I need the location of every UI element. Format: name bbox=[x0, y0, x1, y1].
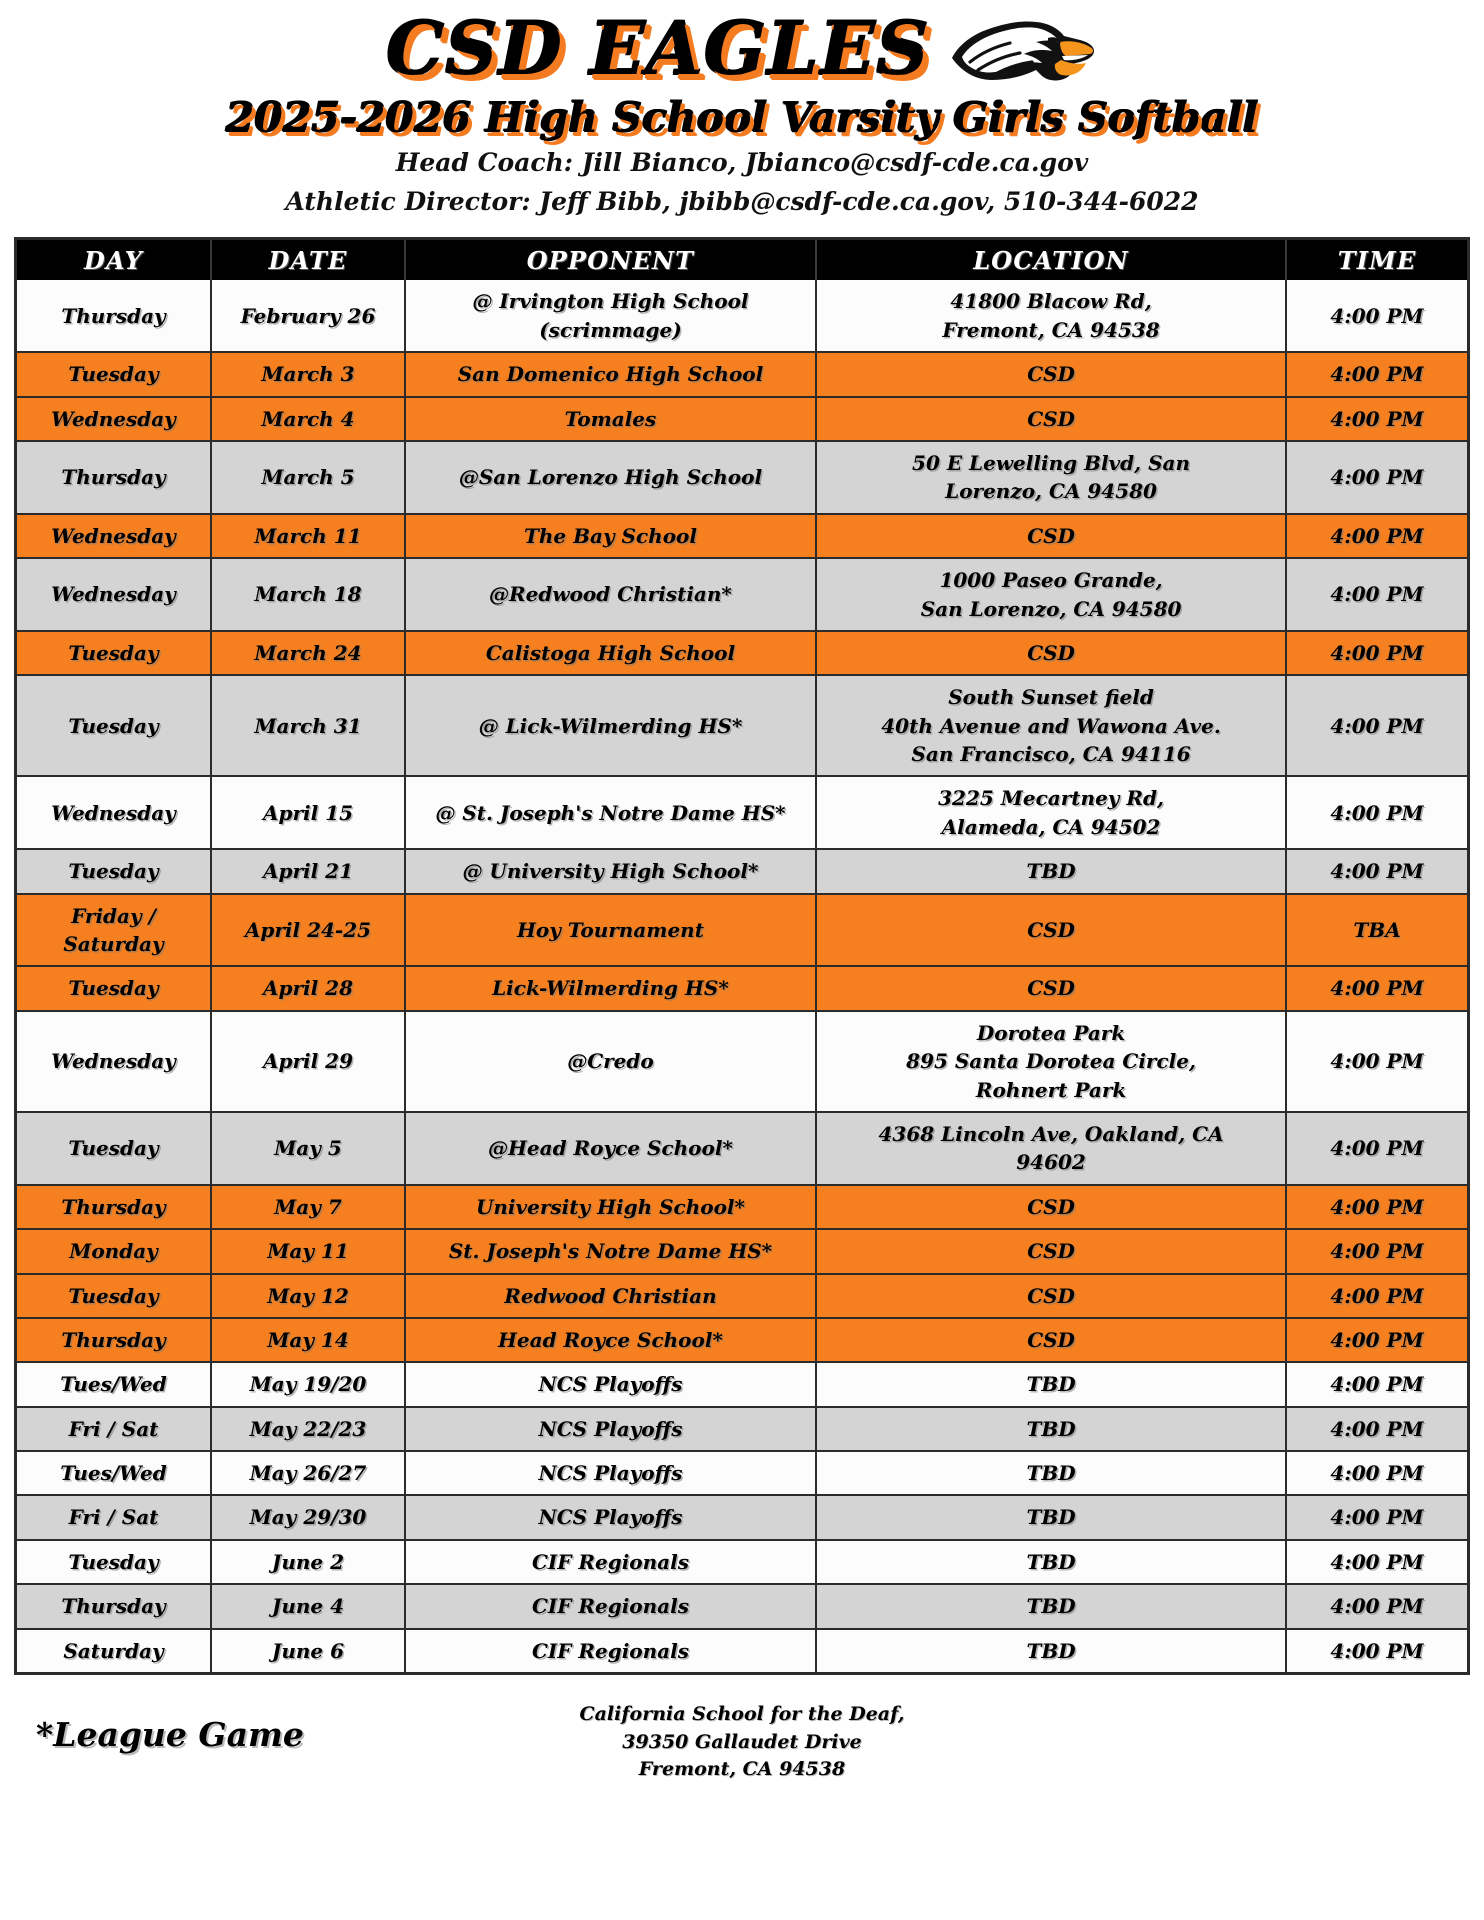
cell-time: 4:00 PM bbox=[1286, 1185, 1467, 1229]
cell-opponent: @ Lick-Wilmerding HS* bbox=[405, 675, 816, 776]
cell-time: 4:00 PM bbox=[1286, 631, 1467, 675]
cell-location: CSD bbox=[816, 1318, 1286, 1362]
cell-location: CSD bbox=[816, 514, 1286, 558]
cell-opponent: CIF Regionals bbox=[405, 1629, 816, 1672]
title-row bbox=[0, 6, 1484, 92]
cell-day: Thursday bbox=[17, 1584, 211, 1628]
cell-day: Tues/Wed bbox=[17, 1362, 211, 1406]
cell-location: TBD bbox=[816, 1495, 1286, 1539]
cell-location: 3225 Mecartney Rd, Alameda, CA 94502 bbox=[816, 776, 1286, 849]
cell-date: March 3 bbox=[211, 352, 405, 396]
season-title: 2025-2026 High School Varsity Girls Softball bbox=[225, 94, 1259, 142]
table-row bbox=[17, 966, 1467, 1010]
table-row bbox=[17, 1629, 1467, 1672]
cell-opponent: Tomales bbox=[405, 397, 816, 441]
table-row bbox=[17, 1274, 1467, 1318]
cell-day: Tuesday bbox=[17, 1540, 211, 1584]
cell-location: South Sunset field 40th Avenue and Wawona Ave. San Francisco, CA 94116 bbox=[816, 675, 1286, 776]
cell-date: March 4 bbox=[211, 397, 405, 441]
cell-opponent: CIF Regionals bbox=[405, 1540, 816, 1584]
cell-location: 1000 Paseo Grande, San Lorenzo, CA 94580 bbox=[816, 558, 1286, 631]
cell-date: May 7 bbox=[211, 1185, 405, 1229]
cell-day: Wednesday bbox=[17, 397, 211, 441]
schedule-table bbox=[17, 240, 1467, 1672]
cell-location: TBD bbox=[816, 1451, 1286, 1495]
table-row bbox=[17, 776, 1467, 849]
cell-date: May 22/23 bbox=[211, 1407, 405, 1451]
cell-date: May 12 bbox=[211, 1274, 405, 1318]
table-row bbox=[17, 1011, 1467, 1112]
cell-date: May 26/27 bbox=[211, 1451, 405, 1495]
cell-time: 4:00 PM bbox=[1286, 1318, 1467, 1362]
cell-time: 4:00 PM bbox=[1286, 441, 1467, 514]
cell-time: 4:00 PM bbox=[1286, 1362, 1467, 1406]
cell-opponent: St. Joseph's Notre Dame HS* bbox=[405, 1229, 816, 1273]
cell-date: March 5 bbox=[211, 441, 405, 514]
cell-opponent: @Head Royce School* bbox=[405, 1112, 816, 1185]
cell-day: Tuesday bbox=[17, 352, 211, 396]
cell-day: Tuesday bbox=[17, 1112, 211, 1185]
table-row bbox=[17, 1112, 1467, 1185]
cell-date: April 21 bbox=[211, 849, 405, 893]
table-row bbox=[17, 1451, 1467, 1495]
cell-opponent: @ Irvington High School (scrimmage) bbox=[405, 280, 816, 352]
table-row bbox=[17, 1318, 1467, 1362]
table-row bbox=[17, 441, 1467, 514]
document-header bbox=[0, 0, 1484, 219]
cell-day: Saturday bbox=[17, 1629, 211, 1672]
cell-day: Wednesday bbox=[17, 776, 211, 849]
cell-time: 4:00 PM bbox=[1286, 1495, 1467, 1539]
cell-location: TBD bbox=[816, 1584, 1286, 1628]
cell-opponent: NCS Playoffs bbox=[405, 1495, 816, 1539]
cell-opponent: @Credo bbox=[405, 1011, 816, 1112]
cell-date: March 24 bbox=[211, 631, 405, 675]
column-header-day: DAY bbox=[17, 240, 211, 280]
cell-time: 4:00 PM bbox=[1286, 1407, 1467, 1451]
eagle-head-icon bbox=[948, 6, 1098, 92]
table-row bbox=[17, 675, 1467, 776]
table-row bbox=[17, 558, 1467, 631]
table-row bbox=[17, 1540, 1467, 1584]
cell-time: 4:00 PM bbox=[1286, 1274, 1467, 1318]
cell-day: Monday bbox=[17, 1229, 211, 1273]
column-header-date: DATE bbox=[211, 240, 405, 280]
table-row bbox=[17, 894, 1467, 967]
league-game-note: *League Game bbox=[36, 1715, 304, 1755]
cell-day: Wednesday bbox=[17, 558, 211, 631]
cell-day: Tuesday bbox=[17, 849, 211, 893]
head-coach-contact: Head Coach: Jill Bianco, Jbianco@csdf-cde.ca.gov bbox=[395, 148, 1089, 178]
cell-time: 4:00 PM bbox=[1286, 1540, 1467, 1584]
school-address: California School for the Deaf, 39350 Gallaudet Drive Fremont, CA 94538 bbox=[579, 1703, 905, 1781]
cell-location: 4368 Lincoln Ave, Oakland, CA 94602 bbox=[816, 1112, 1286, 1185]
cell-opponent: University High School* bbox=[405, 1185, 816, 1229]
cell-location: CSD bbox=[816, 1274, 1286, 1318]
cell-opponent: Head Royce School* bbox=[405, 1318, 816, 1362]
schedule-table-wrapper bbox=[14, 237, 1470, 1675]
cell-opponent: Redwood Christian bbox=[405, 1274, 816, 1318]
cell-opponent: @San Lorenzo High School bbox=[405, 441, 816, 514]
cell-time: 4:00 PM bbox=[1286, 776, 1467, 849]
cell-day: Fri / Sat bbox=[17, 1407, 211, 1451]
team-title: CSD EAGLES bbox=[386, 5, 930, 92]
cell-date: May 19/20 bbox=[211, 1362, 405, 1406]
cell-opponent: Hoy Tournament bbox=[405, 894, 816, 967]
cell-opponent: Calistoga High School bbox=[405, 631, 816, 675]
cell-date: March 11 bbox=[211, 514, 405, 558]
cell-date: June 4 bbox=[211, 1584, 405, 1628]
cell-time: 4:00 PM bbox=[1286, 1584, 1467, 1628]
column-header-location: LOCATION bbox=[816, 240, 1286, 280]
cell-location: TBD bbox=[816, 1629, 1286, 1672]
table-row bbox=[17, 280, 1467, 352]
cell-location: TBD bbox=[816, 1362, 1286, 1406]
cell-date: April 15 bbox=[211, 776, 405, 849]
schedule-table-body bbox=[17, 280, 1467, 1672]
cell-location: TBD bbox=[816, 849, 1286, 893]
cell-day: Fri / Sat bbox=[17, 1495, 211, 1539]
cell-location: CSD bbox=[816, 1185, 1286, 1229]
athletic-director-contact: Athletic Director: Jeff Bibb, jbibb@csdf-cde.ca.gov, 510-344-6022 bbox=[285, 186, 1199, 216]
table-row bbox=[17, 1229, 1467, 1273]
cell-time: 4:00 PM bbox=[1286, 1451, 1467, 1495]
cell-date: May 11 bbox=[211, 1229, 405, 1273]
cell-opponent: @ St. Joseph's Notre Dame HS* bbox=[405, 776, 816, 849]
cell-location: CSD bbox=[816, 1229, 1286, 1273]
cell-time: 4:00 PM bbox=[1286, 280, 1467, 352]
cell-time: 4:00 PM bbox=[1286, 966, 1467, 1010]
cell-time: 4:00 PM bbox=[1286, 558, 1467, 631]
cell-opponent: @ University High School* bbox=[405, 849, 816, 893]
cell-date: February 26 bbox=[211, 280, 405, 352]
cell-opponent: NCS Playoffs bbox=[405, 1362, 816, 1406]
cell-location: 41800 Blacow Rd, Fremont, CA 94538 bbox=[816, 280, 1286, 352]
cell-opponent: CIF Regionals bbox=[405, 1584, 816, 1628]
cell-date: June 6 bbox=[211, 1629, 405, 1672]
cell-time: 4:00 PM bbox=[1286, 1011, 1467, 1112]
cell-opponent: @Redwood Christian* bbox=[405, 558, 816, 631]
cell-date: March 31 bbox=[211, 675, 405, 776]
table-row bbox=[17, 352, 1467, 396]
cell-day: Tues/Wed bbox=[17, 1451, 211, 1495]
column-header-opponent: OPPONENT bbox=[405, 240, 816, 280]
cell-location: CSD bbox=[816, 397, 1286, 441]
cell-day: Tuesday bbox=[17, 1274, 211, 1318]
cell-location: TBD bbox=[816, 1407, 1286, 1451]
cell-time: 4:00 PM bbox=[1286, 1229, 1467, 1273]
cell-location: 50 E Lewelling Blvd, San Lorenzo, CA 94580 bbox=[816, 441, 1286, 514]
cell-date: May 14 bbox=[211, 1318, 405, 1362]
cell-day: Tuesday bbox=[17, 675, 211, 776]
table-row bbox=[17, 631, 1467, 675]
table-header-row bbox=[17, 240, 1467, 280]
cell-date: April 24-25 bbox=[211, 894, 405, 967]
cell-time: 4:00 PM bbox=[1286, 397, 1467, 441]
table-row bbox=[17, 1584, 1467, 1628]
cell-day: Tuesday bbox=[17, 966, 211, 1010]
cell-time: 4:00 PM bbox=[1286, 1629, 1467, 1672]
cell-day: Thursday bbox=[17, 1318, 211, 1362]
cell-location: CSD bbox=[816, 352, 1286, 396]
cell-location: CSD bbox=[816, 631, 1286, 675]
cell-time: 4:00 PM bbox=[1286, 1112, 1467, 1185]
cell-time: 4:00 PM bbox=[1286, 675, 1467, 776]
cell-location: TBD bbox=[816, 1540, 1286, 1584]
cell-opponent: NCS Playoffs bbox=[405, 1451, 816, 1495]
cell-date: May 29/30 bbox=[211, 1495, 405, 1539]
cell-opponent: NCS Playoffs bbox=[405, 1407, 816, 1451]
cell-time: 4:00 PM bbox=[1286, 514, 1467, 558]
table-row bbox=[17, 514, 1467, 558]
table-row bbox=[17, 1495, 1467, 1539]
cell-location: Dorotea Park 895 Santa Dorotea Circle, Rohnert Park bbox=[816, 1011, 1286, 1112]
table-row bbox=[17, 1185, 1467, 1229]
cell-date: May 5 bbox=[211, 1112, 405, 1185]
cell-day: Friday / Saturday bbox=[17, 894, 211, 967]
cell-day: Thursday bbox=[17, 280, 211, 352]
cell-location: CSD bbox=[816, 966, 1286, 1010]
cell-day: Wednesday bbox=[17, 514, 211, 558]
cell-date: April 28 bbox=[211, 966, 405, 1010]
column-header-time: TIME bbox=[1286, 240, 1467, 280]
table-row bbox=[17, 849, 1467, 893]
cell-time: TBA bbox=[1286, 894, 1467, 967]
table-row bbox=[17, 1362, 1467, 1406]
document-footer bbox=[14, 1675, 1470, 1785]
cell-time: 4:00 PM bbox=[1286, 352, 1467, 396]
cell-date: April 29 bbox=[211, 1011, 405, 1112]
cell-day: Wednesday bbox=[17, 1011, 211, 1112]
cell-date: March 18 bbox=[211, 558, 405, 631]
cell-time: 4:00 PM bbox=[1286, 849, 1467, 893]
cell-date: June 2 bbox=[211, 1540, 405, 1584]
cell-day: Thursday bbox=[17, 1185, 211, 1229]
table-row bbox=[17, 397, 1467, 441]
cell-opponent: San Domenico High School bbox=[405, 352, 816, 396]
table-row bbox=[17, 1407, 1467, 1451]
cell-day: Tuesday bbox=[17, 631, 211, 675]
cell-location: CSD bbox=[816, 894, 1286, 967]
cell-day: Thursday bbox=[17, 441, 211, 514]
cell-opponent: The Bay School bbox=[405, 514, 816, 558]
cell-opponent: Lick-Wilmerding HS* bbox=[405, 966, 816, 1010]
